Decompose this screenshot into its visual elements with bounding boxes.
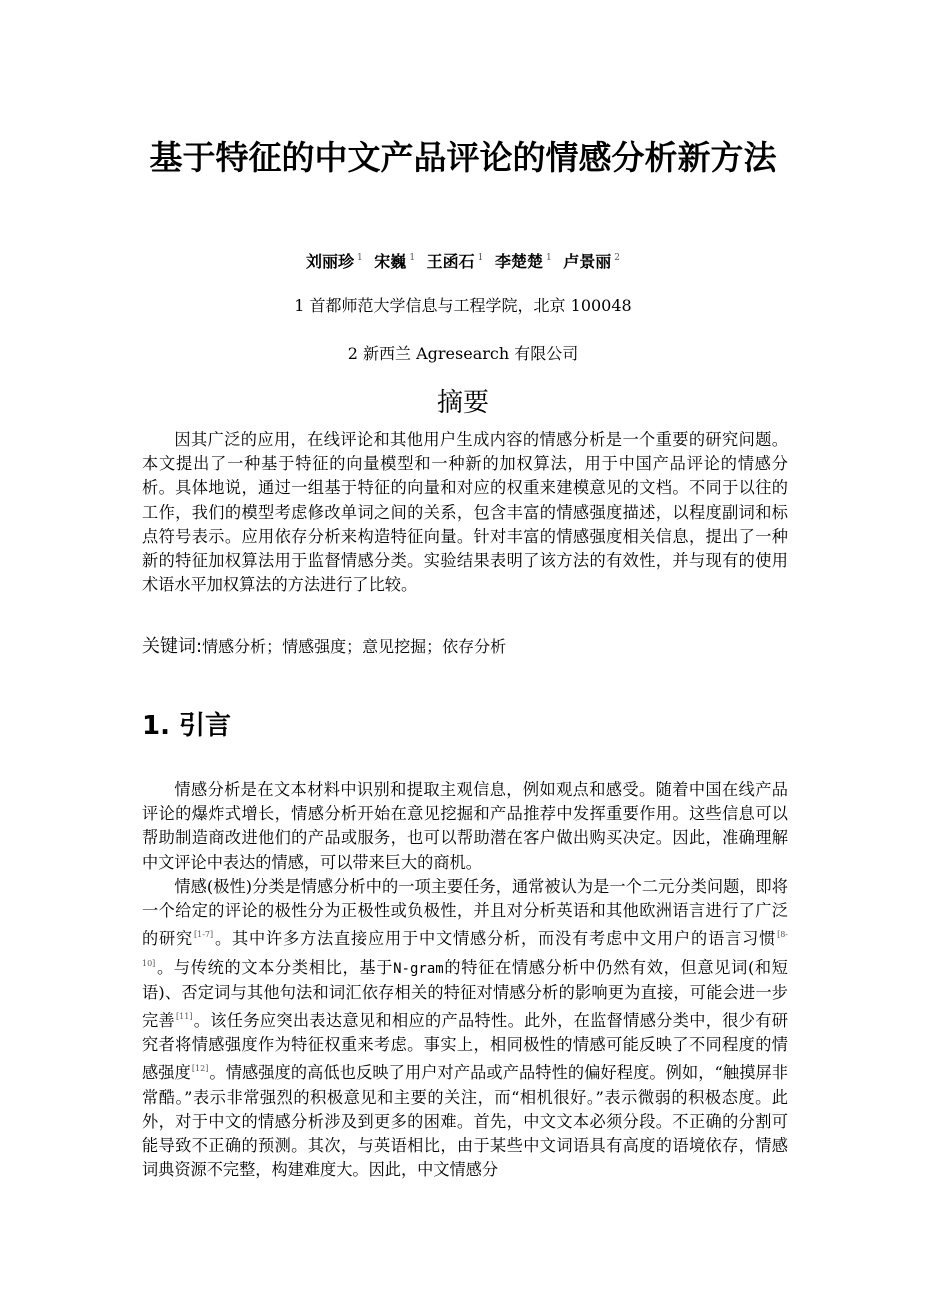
author-name: 王函石 [426, 252, 475, 271]
affiliation-mark: 1 [356, 253, 363, 263]
keywords [142, 634, 506, 660]
text-run: 。该任务应突出表达意见和相应的产品特性。此外，在监督情感分类中，很少有研究者将情感强度作为特征权重来考虑。事实上，相同极性的情感可能反映了不同程度的情感强度 [142, 1011, 788, 1083]
affiliation-mark: 2 [614, 253, 621, 263]
citation-ref[interactable]: [12] [191, 1064, 209, 1074]
author [427, 252, 484, 271]
ngram-term: N-gram [393, 960, 444, 977]
author-list [0, 246, 926, 274]
text-run: 的特征在情感分析中仍然有效，但意见词(和短语)、否定词与其他句法和词汇依存相关的特征对情感分析的影响更为直接，可能会进一步完善 [142, 957, 788, 1031]
citation-ref[interactable]: [1-7] [194, 930, 214, 940]
text-run: 。与传统的文本分类相比，基于 [156, 957, 394, 977]
intro-paragraph-2 [142, 875, 788, 1182]
keywords-value: 情感分析；情感强度；意见挖掘；依存分析 [202, 637, 507, 656]
author-name: 宋巍 [374, 252, 407, 271]
affiliation-mark: 1 [409, 253, 416, 263]
author-name: 卢景丽 [563, 252, 612, 271]
text-run: 。其中许多方法直接应用于中文情感分析，而没有考虑中文用户的语言习惯 [214, 929, 777, 949]
section-heading-introduction: 1. 引言 [142, 711, 232, 741]
author [495, 252, 552, 271]
intro-paragraph-1: 情感分析是在文本材料中识别和提取主观信息，例如观点和感受。随着中国在线产品评论的爆炸式增长，情感分析开始在意见挖掘和产品推荐中发挥重要作用。这些信息可以帮助制造商改进他们的产品或服务，也可以帮助潜在客户做出购买决定。因此，准确理解中文评论中表达的情感，可以带来巨大的商机。 [142, 780, 788, 872]
paper-title: 基于特征的中文产品评论的情感分析新方法 [149, 138, 777, 177]
author [306, 252, 363, 271]
abstract-heading: 摘要 [436, 388, 489, 418]
keywords-label: 关键词: [142, 636, 203, 657]
author [374, 252, 415, 271]
affiliation-2: 2 新西兰 Agresearch 有限公司 [347, 344, 579, 363]
text-run: 。情感强度的高低也反映了用户对产品或产品特性的偏好程度。例如，“触摸屏非常酷。”表示非常强烈的积极意见和主要的关注，而“相机很好。”表示微弱的积极态度。此外，对于中文的情感分析涉及到更多的困难。首先，中文文本必须分段。不正确的分割可能导致不正确的预测。其次，与英语相比，由于某些中文词语具有高度的语境依存，情感词典资源不完整，构建难度大。因此，中文情感分 [142, 1063, 788, 1180]
text-run: 情感(极性)分类是情感分析中的一项主要任务，通常被认为是一个二元分类问题，即将一个给定的评论的极性分为正极性或负极性，并且对分析英语和其他欧洲语言进行了广泛的研究 [142, 877, 788, 949]
affiliation-mark: 1 [477, 253, 484, 263]
citation-ref[interactable]: [11] [176, 1012, 193, 1022]
affiliation-mark: 1 [545, 253, 552, 263]
abstract-text: 因其广泛的应用，在线评论和其他用户生成内容的情感分析是一个重要的研究问题。本文提出了一种基于特征的向量模型和一种新的加权算法，用于中国产品评论的情感分析。具体地说，通过一组基于特征的向量和对应的权重来建模意见的文档。不同于以往的工作，我们的模型考虑修改单词之间的关系，包含丰富的情感强度描述，以程度副词和标点符号表示。应用依存分析来构造特征向量。针对丰富的情感强度相关信息，提出了一种新的特征加权算法用于监督情感分类。实验结果表明了该方法的有效性，并与现有的使用术语水平加权算法的方法进行了比较。 [142, 430, 788, 595]
citation-ref[interactable]: [8-10] [142, 930, 789, 968]
author [563, 252, 620, 271]
author-name: 李楚楚 [494, 252, 543, 271]
author-name: 刘丽珍 [305, 252, 354, 271]
affiliation-1: 1 首都师范大学信息与工程学院，北京 100048 [294, 296, 632, 315]
